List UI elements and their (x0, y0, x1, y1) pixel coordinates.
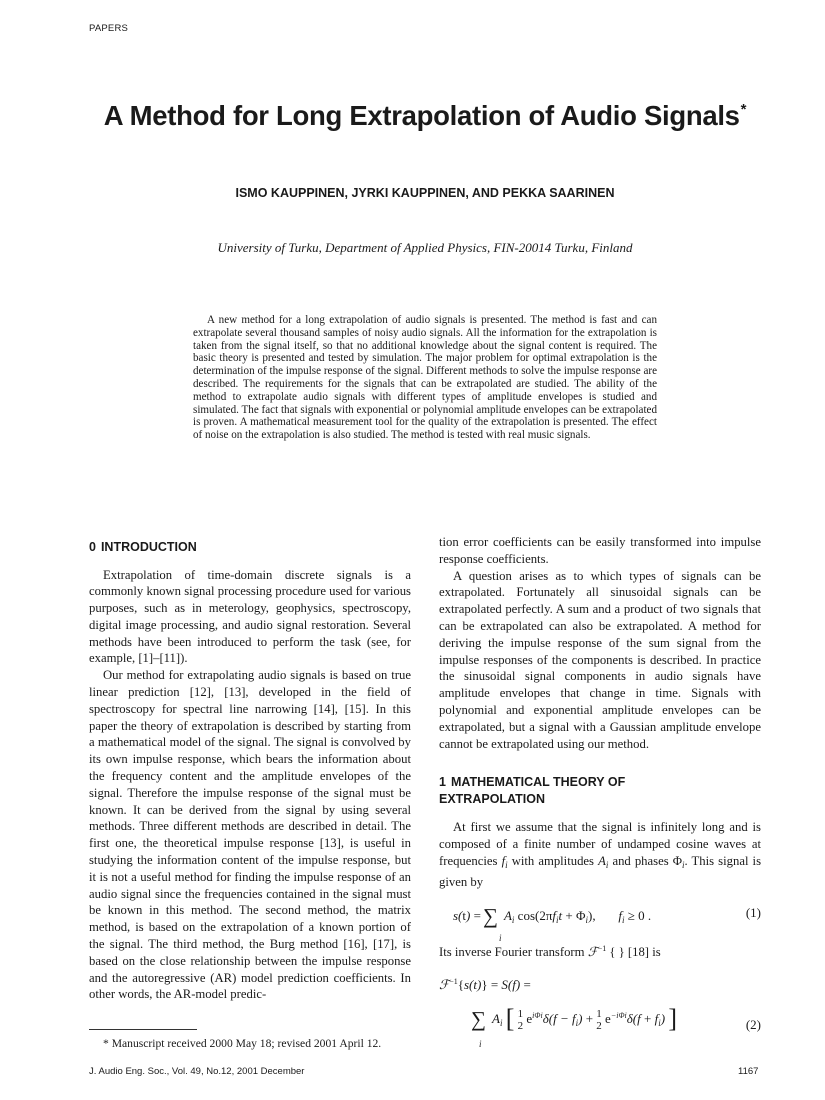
title-footnote-marker: * (740, 101, 747, 118)
body-paragraph (439, 941, 761, 961)
superscript-minus-one: −1 (597, 943, 607, 953)
text-run: with amplitudes (511, 853, 594, 868)
section-heading-line: EXTRAPOLATION (439, 791, 546, 806)
symbol-f-i: $f_i$ (501, 853, 508, 870)
equation-2-lhs: ℱ$^{-1}${s(t)} = S(f) = (439, 977, 531, 994)
equation-body: ∑ $A_i$ [ 1 2 $e^{i\Phi i}\delta(f - f_i) + 1$ 2 $e^{-i\Phi i}\delta(f + f_i)$ ] i (471, 1004, 677, 1050)
equation-number: (1) (745, 904, 761, 920)
section-heading-introduction (89, 539, 411, 556)
symbol-phi-i: $\Phi_i$ (672, 853, 685, 870)
section-heading-mathematical-theory (439, 774, 761, 807)
section-number: 0 (89, 540, 96, 554)
summation-symbol: ∑ (482, 903, 498, 928)
page-number: 1167 (738, 1066, 759, 1077)
body-paragraph: A question arises as to which types of signals can be extrapolated. Fortunately all sinusoidal signals can be extrapolated perfectly. A sum and a product of two signals that can be extrapolated can also be extrapolated. A method for deriving the impulse response of the sum signal from the impulse responses of the components is described. In practice the sinusoidal signal components in audio signals have amplitude envelopes that change in time. Signals with polynomial and exponential amplitude envelopes can be extrapolated, but a signal with a Gaussian amplitude envelope cannot be extrapolated using our method. (439, 568, 761, 751)
author-list: ISMO KAUPPINEN, JYRKI KAUPPINEN, AND PEKKA SAARINEN (235, 186, 615, 200)
equation-2 (439, 1003, 761, 1050)
journal-citation: J. Audio Eng. Soc., Vol. 49, No.12, 2001 December (89, 1066, 305, 1077)
symbol-A-i: $A_i$ (598, 853, 609, 870)
text-run: . This signal is given by (439, 853, 762, 889)
equation-number: (2) (745, 1017, 761, 1033)
running-head: PAPERS (89, 23, 129, 34)
body-paragraph: Our method for extrapolating audio signals is based on true linear prediction [12], [13], developed in the field of spectroscopy for spectral line narrowing [14], [15]. In this paper the theory of extrapolation is described by starting from a mathematical model of the signal. The signal is convolved by its own impulse response, which bears the information about the frequency content and the amplitude envelopes of the signal. Therefore the impulse response of the signal must be known. It can be derived from the signal by using several methods. Three different methods are described in detail. The first one, the theoretical impulse response [13], is useful in studying the information content of the impulse response, but it is not a useful method for finding the impulse response of an audio signal since the frequencies contained in the signal must be known in this method. The second method, the matrix method, is based on the extrapolation of a known portion of the signal. The third method, the Burg method [16], [17], is based on the close relationship between the impulse response and the autoregressive (AR) model prediction coefficients. In other words, the AR-model predic- (89, 668, 411, 1002)
section-title: INTRODUCTION (100, 540, 197, 554)
section-number: 1 (439, 775, 446, 790)
equation-1 (439, 899, 761, 943)
footnote-divider (89, 1029, 197, 1030)
affiliation: University of Turku, Department of Applied Physics, FIN-20014 Turku, Finland (217, 240, 633, 255)
body-paragraph (439, 819, 761, 890)
section-title: MATHEMATICAL THEORY OF (450, 775, 626, 790)
body-paragraph: Extrapolation of time-domain discrete signals is a commonly known signal processing procedure used for various purposes, such as in meterology, geophysics, spectroscopy, digital image processing, and audio signal restoration. Several methods have been introduced to perform the task (see, for example, [1]–[11]). (89, 567, 411, 666)
text-run: Its inverse Fourier transform (439, 944, 585, 959)
left-column (89, 539, 411, 1003)
abstract: A new method for a long extrapolation of audio signals is presented. The method is fast and can extrapolate several thousand samples of noisy audio signals. All the information for the extrapolation is taken from the signal itself, so that no additional knowledge about the signal content is required. The basic theory is presented and tested by simulation. The major problem for optimal extrapolation is the determination of the impulse response of the signal. Different methods to solve the impulse response are described. The requirements for the signals that can be extrapolated are studied. The ability of the method to extrapolate audio signals with different types of amplitude envelopes is studied and simulated. The fact that signals with exponential or polynomial amplitude envelopes can be extrapolated is proven. A mathematical measurement tool for the quality of the extrapolation is presented. The effect of noise on the extrapolation is also studied. The method is tested with real music signals. (193, 314, 657, 442)
body-paragraph-continued: tion error coefficients can be easily transformed into impulse response coefficients. (439, 535, 761, 566)
right-column (439, 534, 762, 1050)
paper-title (0, 100, 825, 132)
text-run: { } [18] is (609, 944, 661, 959)
fourier-operator-symbol: ℱ (587, 943, 598, 959)
text-run: At first we assume that the signal is infinitely long and is composed of a finite number of undamped cosine waves at frequencies (439, 820, 761, 868)
text-run: and phases (612, 853, 669, 868)
footnote: * Manuscript received 2000 May 18; revised 2001 April 12. (103, 1037, 382, 1050)
title-text: A Method for Long Extrapolation of Audio Signals (103, 100, 740, 131)
equation-body: s(t) =∑ $A_i$ $\cos(2\pi f_it + \Phi_i)$, $f_i \ge 0$ . i (453, 903, 652, 943)
section-heading-line (439, 774, 761, 791)
